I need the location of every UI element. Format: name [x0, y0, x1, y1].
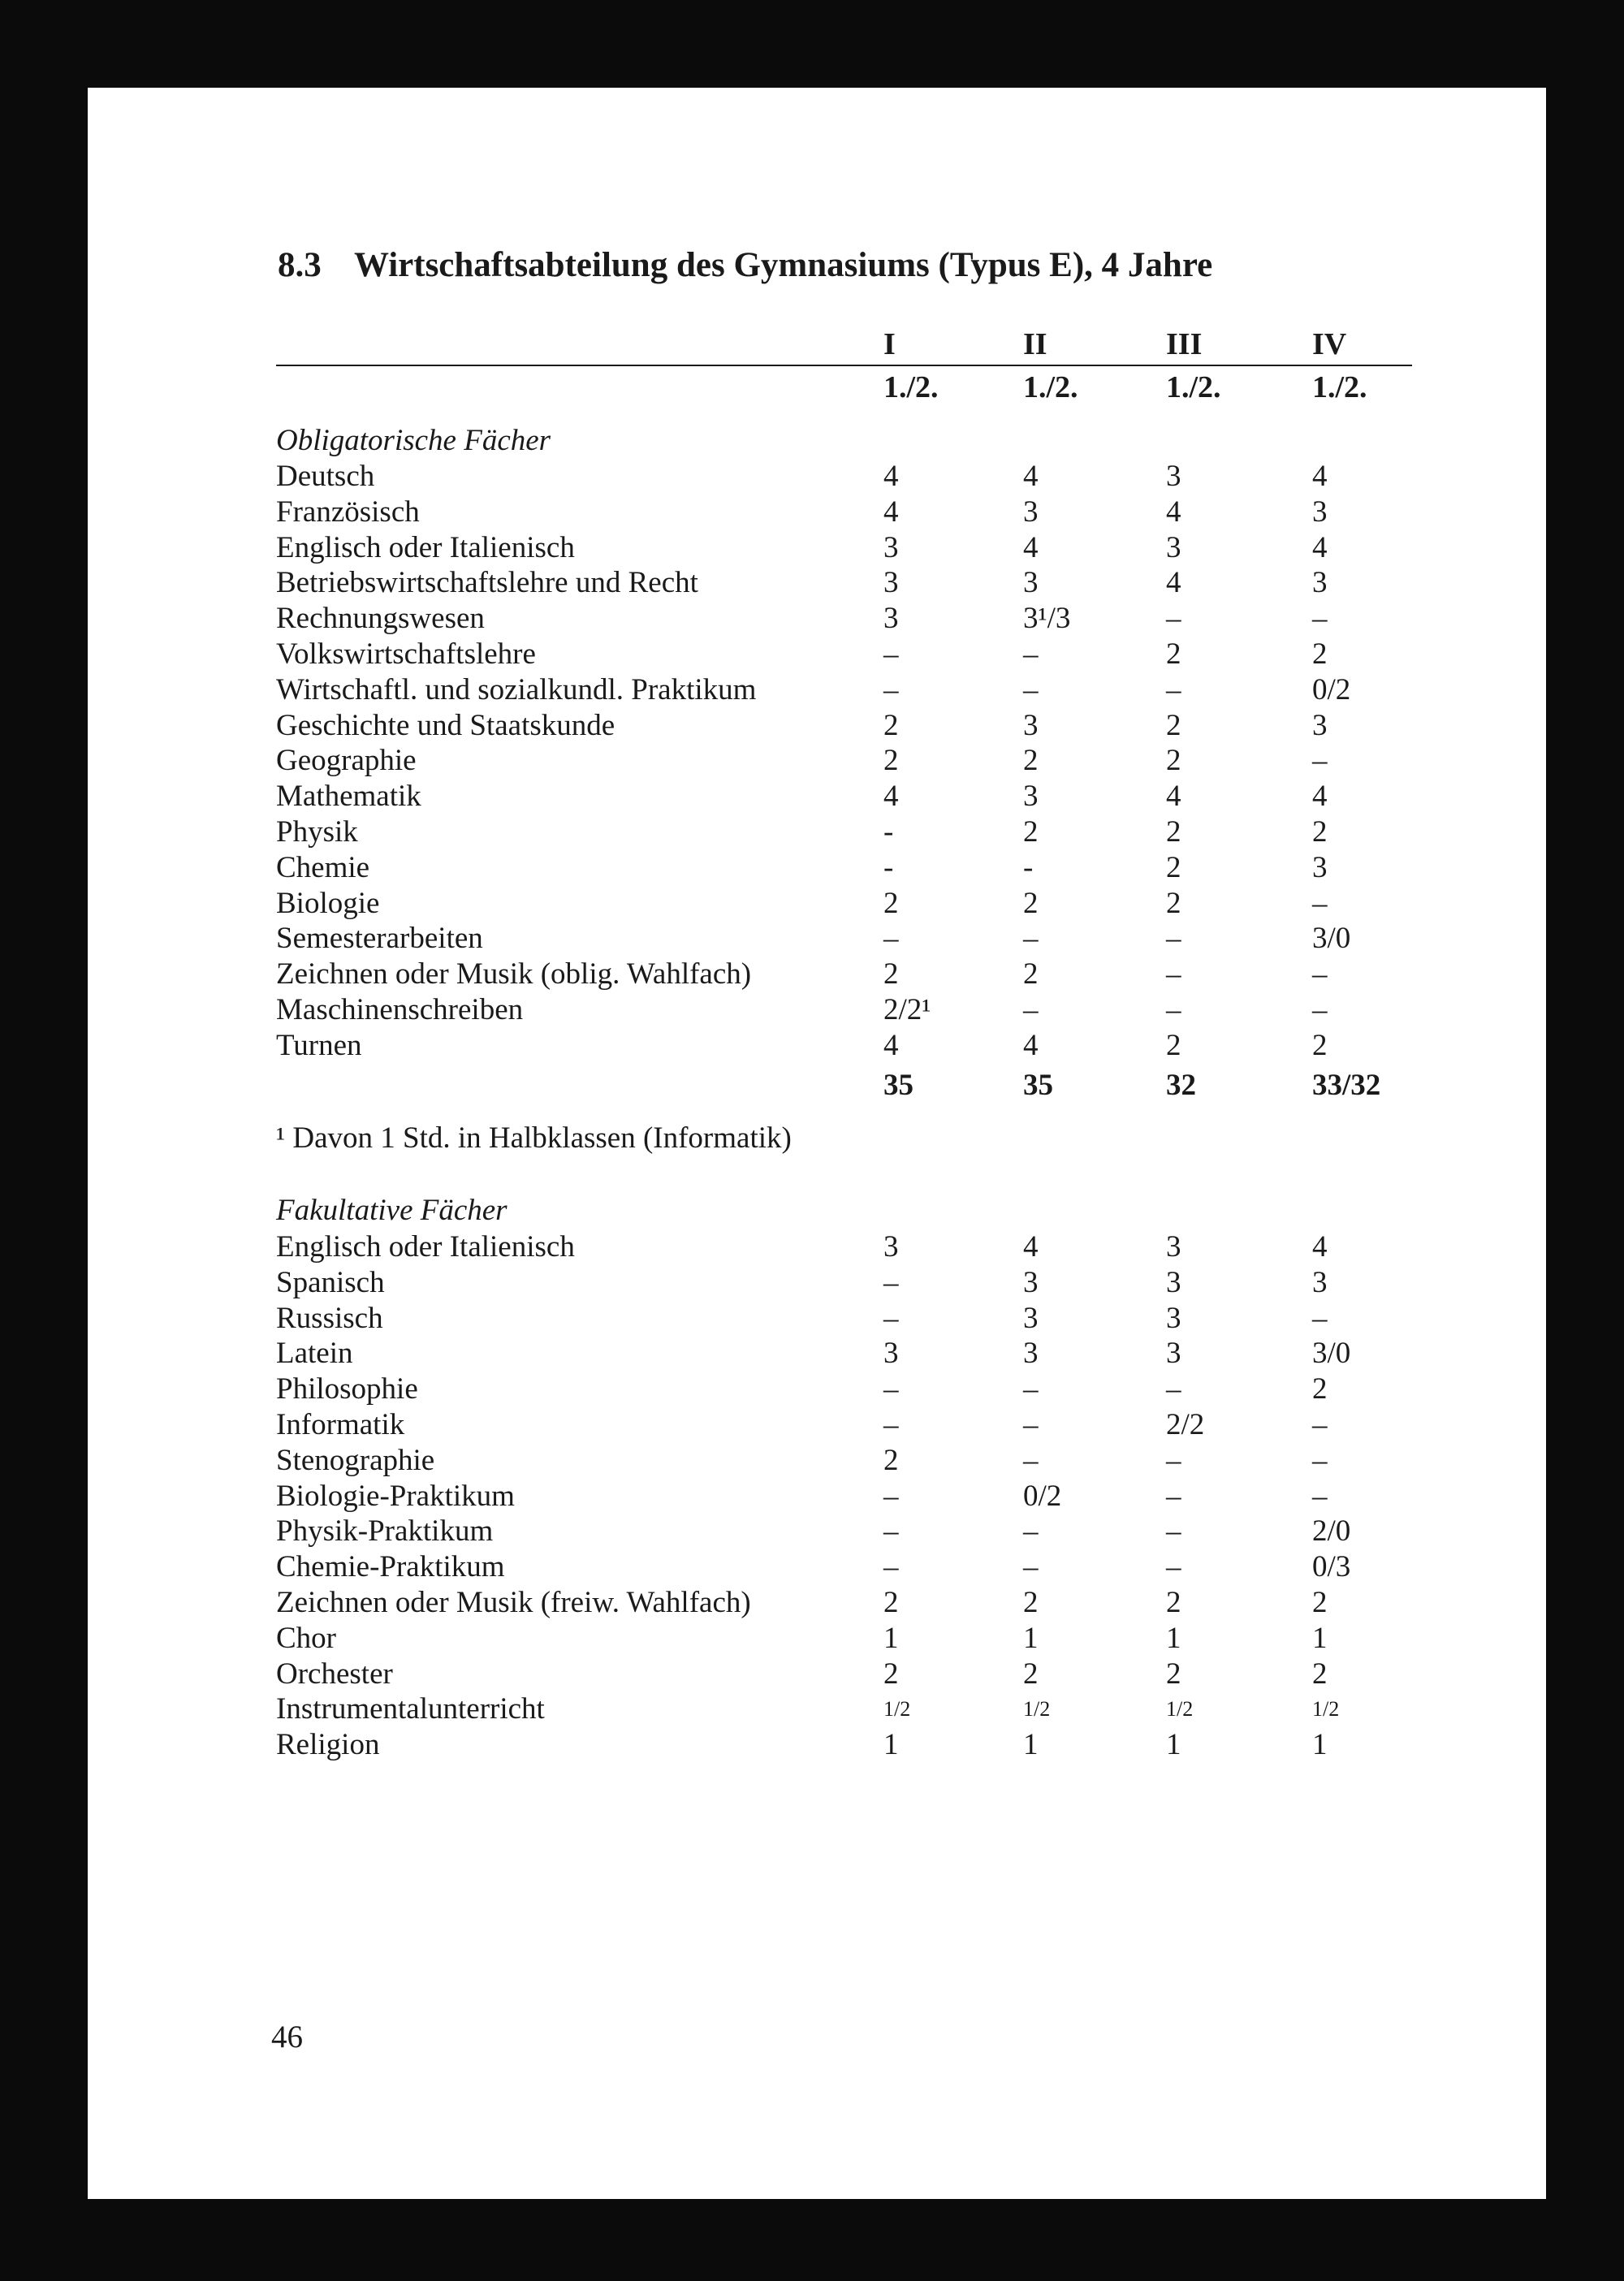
total-year-2: 35	[1023, 1069, 1053, 1102]
subject-label: Betriebswirtschaftslehre und Recht	[276, 566, 698, 600]
optional-row	[276, 1691, 1429, 1727]
hours-year-1: –	[883, 1372, 899, 1406]
subject-label: Chor	[276, 1621, 336, 1655]
hours-year-1: –	[883, 1265, 899, 1299]
hours-year-1: –	[883, 1550, 899, 1584]
hours-year-4: –	[1312, 957, 1328, 991]
hours-year-1: –	[883, 1514, 899, 1549]
hours-year-4: 3	[1312, 495, 1328, 529]
optional-row	[276, 1514, 1429, 1549]
obligatory-row	[276, 743, 1429, 779]
obligatory-row	[276, 779, 1429, 814]
hours-year-3: 2	[1166, 1028, 1181, 1062]
subject-label: Volkswirtschaftslehre	[276, 637, 536, 671]
optional-heading-text: Fakultative Fächer	[276, 1194, 508, 1227]
hours-year-2: 2	[1023, 1586, 1039, 1619]
optional-row	[276, 1585, 1429, 1621]
hours-year-2: 2	[1023, 1657, 1039, 1691]
subject-label: Wirtschaftl. und sozialkundl. Praktikum	[276, 672, 757, 706]
obligatory-row	[276, 708, 1429, 744]
hours-year-3: –	[1166, 1514, 1181, 1549]
obligatory-row	[276, 530, 1429, 566]
hours-year-1: 2	[883, 1586, 899, 1619]
hours-year-1: –	[883, 637, 899, 671]
hours-year-2: 4	[1023, 1028, 1039, 1062]
hours-year-3: 1	[1166, 1621, 1181, 1655]
hours-year-1: 2	[883, 957, 899, 991]
hours-year-4: –	[1312, 886, 1328, 920]
hours-year-4: –	[1312, 602, 1328, 636]
hours-year-1: 4	[883, 460, 899, 493]
obligatory-row	[276, 672, 1429, 708]
hours-year-4: 0/3	[1312, 1550, 1351, 1584]
semester-header-2: 1./2.	[1023, 370, 1078, 404]
hours-year-2: 3	[1023, 708, 1039, 742]
hours-year-3: –	[1166, 1443, 1181, 1477]
hours-year-4: 4	[1312, 460, 1328, 493]
year-header-1: I	[883, 327, 896, 361]
hours-year-4: 2	[1312, 1028, 1328, 1062]
hours-year-3: 2/2	[1166, 1408, 1205, 1441]
subject-label: Maschinenschreiben	[276, 993, 524, 1026]
subject-label: Instrumentalunterricht	[276, 1692, 545, 1726]
semester-header-3: 1./2.	[1166, 370, 1221, 404]
subject-label: Englisch oder Italienisch	[276, 530, 575, 564]
subject-label: Philosophie	[276, 1372, 418, 1406]
hours-year-3: –	[1166, 993, 1181, 1026]
hours-year-2: 3¹/3	[1023, 602, 1071, 636]
hours-year-3: 4	[1166, 495, 1181, 529]
hours-year-3: 2	[1166, 886, 1181, 920]
hours-year-1: 4	[883, 1028, 899, 1062]
hours-year-3: –	[1166, 922, 1181, 956]
hours-year-3: –	[1166, 1372, 1181, 1406]
optional-heading	[276, 1193, 1429, 1229]
hours-year-2: 2	[1023, 957, 1039, 991]
subject-label: Spanisch	[276, 1265, 385, 1299]
semester-header-1: 1./2.	[883, 370, 939, 404]
hours-year-4: –	[1312, 1408, 1328, 1441]
optional-row	[276, 1265, 1429, 1301]
subject-label: Geographie	[276, 744, 417, 778]
hours-year-2: 4	[1023, 530, 1039, 564]
total-year-1: 35	[883, 1069, 914, 1102]
subject-label: Französisch	[276, 495, 420, 529]
obligatory-row	[276, 1028, 1429, 1064]
hours-year-2: 4	[1023, 1230, 1039, 1264]
hours-year-3: 2	[1166, 1657, 1181, 1691]
hours-year-3: 3	[1166, 1301, 1181, 1335]
hours-year-2: –	[1023, 672, 1039, 706]
subject-label: Religion	[276, 1728, 380, 1762]
hours-year-3: 2	[1166, 1586, 1181, 1619]
hours-year-4: –	[1312, 1443, 1328, 1477]
hours-year-4: 2	[1312, 637, 1328, 671]
hours-year-4: 0/2	[1312, 672, 1351, 706]
year-header-row	[276, 326, 1429, 362]
optional-row	[276, 1336, 1429, 1372]
year-header-3: III	[1166, 327, 1203, 361]
hours-year-4: 1	[1312, 1728, 1328, 1762]
hours-year-2: –	[1023, 1443, 1039, 1477]
hours-year-2: 3	[1023, 1337, 1039, 1371]
hours-year-1: –	[883, 1301, 899, 1335]
hours-year-4: 3/0	[1312, 1337, 1351, 1371]
subject-label: Turnen	[276, 1028, 362, 1062]
subject-label: Biologie	[276, 886, 380, 920]
hours-year-3: 2	[1166, 815, 1181, 849]
hours-year-2: 1	[1023, 1621, 1039, 1655]
hours-year-3: 2	[1166, 708, 1181, 742]
optional-row	[276, 1407, 1429, 1443]
hours-year-2: 2	[1023, 815, 1039, 849]
semester-header-row	[276, 369, 1429, 405]
hours-year-3: 3	[1166, 530, 1181, 564]
hours-year-1: 2	[883, 1657, 899, 1691]
hours-year-1: –	[883, 1408, 899, 1441]
hours-year-4: 2	[1312, 815, 1328, 849]
hours-year-1: 3	[883, 530, 899, 564]
hours-year-2: –	[1023, 922, 1039, 956]
subject-label: Englisch oder Italienisch	[276, 1230, 575, 1264]
hours-year-3: 1	[1166, 1728, 1181, 1762]
obligatory-row	[276, 921, 1429, 957]
hours-year-1: 3	[883, 1230, 899, 1264]
hours-year-2: -	[1023, 850, 1034, 884]
year-header-4: IV	[1312, 327, 1347, 361]
hours-year-3: 3	[1166, 460, 1181, 493]
subject-label: Zeichnen oder Musik (freiw. Wahlfach)	[276, 1586, 751, 1619]
hours-year-1: 1	[883, 1621, 899, 1655]
subject-label: Semesterarbeiten	[276, 922, 483, 956]
hours-year-3: –	[1166, 602, 1181, 636]
obligatory-row	[276, 459, 1429, 495]
obligatory-row	[276, 957, 1429, 992]
hours-year-2: –	[1023, 637, 1039, 671]
hours-year-3: 3	[1166, 1265, 1181, 1299]
hours-year-4: –	[1312, 1479, 1328, 1513]
hours-year-2: 3	[1023, 780, 1039, 814]
subject-label: Latein	[276, 1337, 353, 1371]
subject-label: Chemie-Praktikum	[276, 1550, 505, 1584]
hours-year-4: 2/0	[1312, 1514, 1351, 1549]
obligatory-row	[276, 495, 1429, 530]
subject-label: Physik	[276, 815, 358, 849]
hours-year-4: 4	[1312, 780, 1328, 814]
hours-year-3: 2	[1166, 850, 1181, 884]
hours-year-2: 2	[1023, 886, 1039, 920]
hours-year-4: 4	[1312, 530, 1328, 564]
hours-year-2: 3	[1023, 1301, 1039, 1335]
optional-row	[276, 1621, 1429, 1657]
subject-label: Biologie-Praktikum	[276, 1479, 515, 1513]
obligatory-heading-text: Obligatorische Fächer	[276, 424, 551, 457]
subject-label: Mathematik	[276, 780, 421, 814]
hours-year-1: 1	[883, 1728, 899, 1762]
hours-year-1: 2	[883, 886, 899, 920]
hours-year-4: –	[1312, 1301, 1328, 1335]
header-rule-right	[846, 365, 1412, 366]
hours-year-1: 4	[883, 780, 899, 814]
subject-label: Chemie	[276, 850, 370, 884]
hours-year-3: –	[1166, 1479, 1181, 1513]
hours-year-3: 3	[1166, 1337, 1181, 1371]
subject-label: Zeichnen oder Musik (oblig. Wahlfach)	[276, 957, 752, 991]
semester-header-4: 1./2.	[1312, 370, 1367, 404]
hours-year-4: 2	[1312, 1657, 1328, 1691]
page-number: 46	[271, 2020, 303, 2054]
header-rule-left	[276, 365, 846, 366]
hours-year-1: –	[883, 672, 899, 706]
hours-year-1: 2	[883, 708, 899, 742]
hours-year-2: 3	[1023, 495, 1039, 529]
obligatory-row	[276, 601, 1429, 637]
obligatory-row	[276, 637, 1429, 672]
hours-year-1: 3	[883, 602, 899, 636]
hours-year-2: 4	[1023, 460, 1039, 493]
hours-year-1: 1/2	[883, 1697, 911, 1722]
hours-year-1: 4	[883, 495, 899, 529]
hours-year-4: 3	[1312, 1265, 1328, 1299]
hours-year-2: 1	[1023, 1728, 1039, 1762]
footnote	[276, 1121, 792, 1156]
footnote-text: ¹ Davon 1 Std. in Halbklassen (Informatik)	[276, 1121, 792, 1155]
optional-row	[276, 1301, 1429, 1337]
hours-year-2: –	[1023, 1372, 1039, 1406]
hours-year-2: 2	[1023, 744, 1039, 778]
optional-row	[276, 1229, 1429, 1265]
totals-row	[276, 1068, 1429, 1104]
optional-row	[276, 1727, 1429, 1763]
optional-row	[276, 1372, 1429, 1407]
hours-year-3: –	[1166, 672, 1181, 706]
hours-year-1: –	[883, 1479, 899, 1513]
subject-label: Orchester	[276, 1657, 393, 1691]
hours-year-2: –	[1023, 1514, 1039, 1549]
hours-year-4: –	[1312, 744, 1328, 778]
hours-year-3: 2	[1166, 744, 1181, 778]
total-year-3: 32	[1166, 1069, 1196, 1102]
section-title	[278, 245, 1212, 285]
hours-year-3: 2	[1166, 637, 1181, 671]
optional-row	[276, 1657, 1429, 1692]
subject-label: Geschichte und Staatskunde	[276, 708, 615, 742]
hours-year-2: 3	[1023, 566, 1039, 600]
hours-year-4: 3/0	[1312, 922, 1351, 956]
optional-row	[276, 1549, 1429, 1585]
hours-year-1: 3	[883, 1337, 899, 1371]
hours-year-4: 1/2	[1312, 1697, 1340, 1722]
hours-year-4: 3	[1312, 708, 1328, 742]
hours-year-3: 1/2	[1166, 1697, 1194, 1722]
hours-year-4: 2	[1312, 1372, 1328, 1406]
optional-row	[276, 1443, 1429, 1479]
hours-year-1: -	[883, 815, 894, 849]
hours-year-2: –	[1023, 1550, 1039, 1584]
subject-label: Physik-Praktikum	[276, 1514, 494, 1549]
subject-label: Russisch	[276, 1301, 383, 1335]
hours-year-1: -	[883, 850, 894, 884]
obligatory-row	[276, 565, 1429, 601]
hours-year-4: 2	[1312, 1586, 1328, 1619]
obligatory-row	[276, 850, 1429, 886]
subject-label: Stenographie	[276, 1443, 435, 1477]
total-year-4: 33/32	[1312, 1069, 1381, 1102]
obligatory-row	[276, 814, 1429, 850]
hours-year-3: 4	[1166, 780, 1181, 814]
hours-year-3: –	[1166, 1550, 1181, 1584]
hours-year-1: 2	[883, 1443, 899, 1477]
section-number: 8.3	[278, 246, 322, 284]
hours-year-3: 4	[1166, 566, 1181, 600]
hours-year-1: 2/2¹	[883, 993, 931, 1026]
obligatory-row	[276, 886, 1429, 922]
hours-year-4: 4	[1312, 1230, 1328, 1264]
hours-year-2: 0/2	[1023, 1479, 1062, 1513]
hours-year-1: 2	[883, 744, 899, 778]
hours-year-2: –	[1023, 993, 1039, 1026]
year-header-2: II	[1023, 327, 1047, 361]
subject-label: Deutsch	[276, 460, 375, 493]
hours-year-3: 3	[1166, 1230, 1181, 1264]
section-title-text: Wirtschaftsabteilung des Gymnasiums (Typus E), 4 Jahre	[354, 246, 1213, 284]
hours-year-4: 3	[1312, 850, 1328, 884]
hours-year-2: 3	[1023, 1265, 1039, 1299]
obligatory-heading	[276, 423, 1429, 459]
hours-year-1: –	[883, 922, 899, 956]
hours-year-4: –	[1312, 993, 1328, 1026]
optional-row	[276, 1479, 1429, 1514]
subject-label: Rechnungswesen	[276, 602, 485, 636]
hours-year-3: –	[1166, 957, 1181, 991]
hours-year-1: 3	[883, 566, 899, 600]
subject-label: Informatik	[276, 1408, 405, 1441]
hours-year-2: 1/2	[1023, 1697, 1051, 1722]
hours-year-4: 3	[1312, 566, 1328, 600]
hours-year-2: –	[1023, 1408, 1039, 1441]
hours-year-4: 1	[1312, 1621, 1328, 1655]
obligatory-row	[276, 992, 1429, 1028]
